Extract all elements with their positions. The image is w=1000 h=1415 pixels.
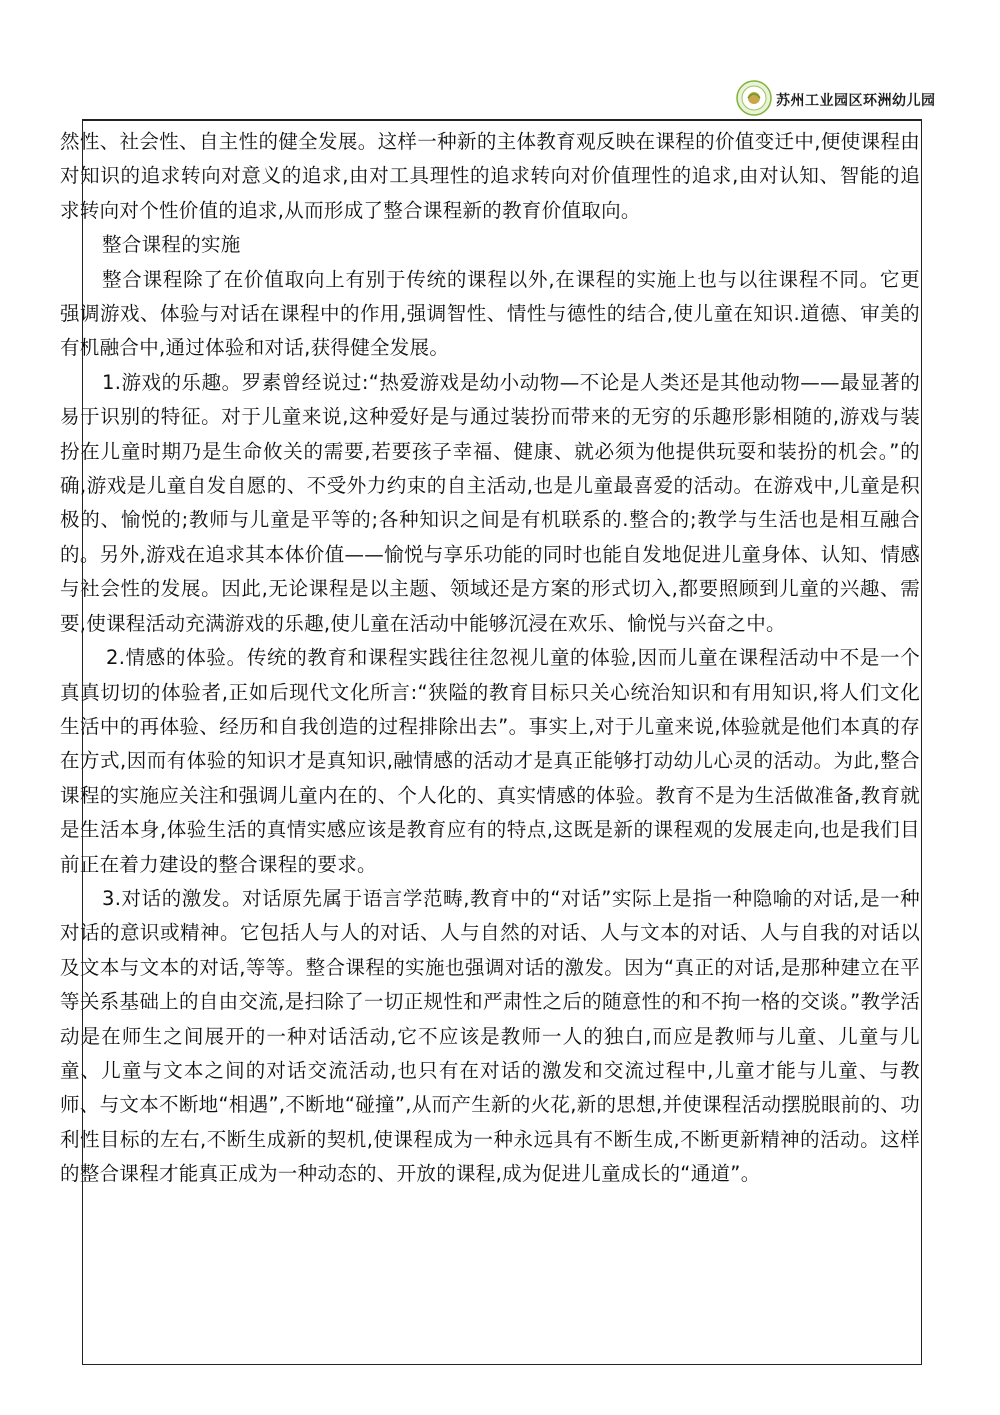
paragraph-1: 然性、社会性、自主性的健全发展。这样一种新的主体教育观反映在课程的价值变迁中,便使课程由对知识的追求转向对意义的追求,由对工具理性的追求转向对价值理性的追求,由对认知、智能的追求转向对个性价值的追求,从而形成了整合课程新的教育价值取向。 bbox=[60, 130, 920, 222]
paragraph-3: 1.游戏的乐趣。罗素曾经说过:“热爱游戏是幼小动物—不论是人类还是其他动物——最显著的易于识别的特征。对于儿童来说,这种爱好是与通过装扮而带来的无穷的乐趣形影相随的,游戏与装扮在儿童时期乃是生命攸关的需要,若要孩子幸福、健康、就必须为他提供玩耍和装扮的机会。”的确,游戏是儿童自发自愿的、不受外力约束的自主活动,也是儿童最喜爱的活动。在游戏中,儿童是积极的、愉悦的;教师与儿童是平等的;各种知识之间是有机联系的.整合的;教学与生活也是相互融合的。另外,游戏在追求其本体价值——愉悦与享乐功能的同时也能自发地促进儿童身体、认知、情感与社会性的发展。因此,无论课程是以主题、领域还是方案的形式切入,都要照顾到儿童的兴趣、需要,使课程活动充满游戏的乐趣,使儿童在活动中能够沉浸在欢乐、愉悦与兴奋之中。 bbox=[60, 370, 920, 635]
school-logo-icon bbox=[736, 80, 772, 116]
section-heading: 整合课程的实施 bbox=[102, 233, 241, 257]
school-name: 苏州工业园区环洲幼儿园 bbox=[776, 93, 936, 109]
paragraph-2: 整合课程除了在价值取向上有别于传统的课程以外,在课程的实施上也与以往课程不同。它更强调游戏、体验与对话在课程中的作用,强调智性、情性与德性的结合,使儿童在知识.道德、审美的有机融合中,通过体验和对话,获得健全发展。 bbox=[60, 267, 920, 360]
article-body bbox=[60, 125, 920, 1192]
paragraph-4: 2.情感的体验。传统的教育和课程实践往往忽视儿童的体验,因而儿童在课程活动中不是一个真真切切的体验者,正如后现代文化所言:“狭隘的教育目标只关心统治知识和有用知识,将人们文化生活中的再体验、经历和自我创造的过程排除出去”。事实上,对于儿童来说,体验就是他们本真的存在方式,因而有体验的知识才是真知识,融情感的活动才是真正能够打动幼儿心灵的活动。为此,整合课程的实施应关注和强调儿童内在的、个人化的、真实情感的体验。教育不是为生活做准备,教育就是生活本身,体验生活的真情实感应该是教育应有的特点,这既是新的课程观的发展走向,也是我们目前正在着力建设的整合课程的要求。 bbox=[60, 646, 920, 876]
paragraph-5: 3.对话的激发。对话原先属于语言学范畴,教育中的“对话”实际上是指一种隐喻的对话,是一种对话的意识或精神。它包括人与人的对话、人与自然的对话、人与文本的对话、人与自我的对话以及文本与文本的对话,等等。整合课程的实施也强调对话的激发。因为“真正的对话,是那种建立在平等关系基础上的自由交流,是扫除了一切正规性和严肃性之后的随意性的和不拘一格的交谈。”教学活动是在师生之间展开的一种对话活动,它不应该是教师一人的独白,而应是教师与儿童、儿童与儿童、儿童与文本之间的对话交流活动,也只有在对话的激发和交流过程中,儿童才能与儿童、与教师、与文本不断地“相遇”,不断地“碰撞”,从而产生新的火花,新的思想,并使课程活动摆脱眼前的、功利性目标的左右,不断生成新的契机,使课程成为一种永远具有不断生成,不断更新精神的活动。这样的整合课程才能真正成为一种动态的、开放的课程,成为促进儿童成长的“通道”。 bbox=[60, 886, 920, 1186]
